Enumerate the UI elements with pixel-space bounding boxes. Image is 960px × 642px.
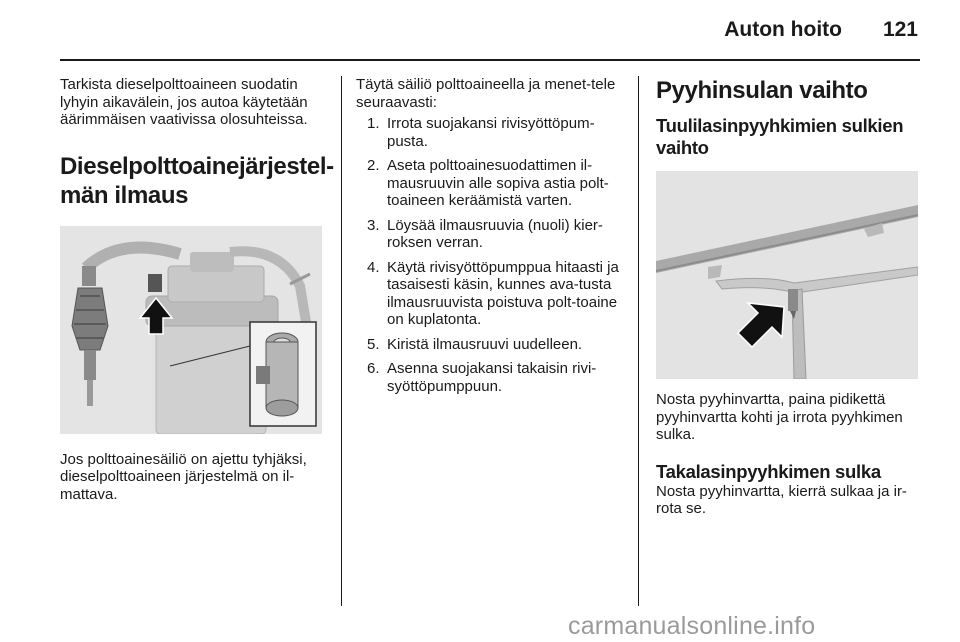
column-divider	[638, 76, 639, 606]
column-right	[656, 76, 924, 518]
intro-paragraph: Tarkista dieselpolttoaineen suodatin lyhyin aikavälein, jos autoa käytetään äärimmäisen vaativissa olosuhteissa.	[60, 76, 308, 128]
list-item: 5. Kiristä ilmausruuvi uudelleen.	[367, 335, 583, 353]
list-item: 4. Käytä rivisyöttöpumppua hitaasti ja tasaisesti käsin, kunnes ava-tusta ilmausruuvista poistuva polt-toaine on kuplatonta.	[367, 258, 619, 328]
column-left	[60, 76, 334, 503]
subsection-heading: Takalasinpyyhkimen sulka	[656, 460, 881, 482]
page-header	[60, 0, 920, 61]
list-item: 2. Aseta polttoainesuodattimen il-mausruuvin alle sopiva astia polt-toaineen keräämistä varten.	[367, 157, 609, 209]
section-heading: Pyyhinsulan vaihto	[656, 77, 868, 104]
paragraph: Nosta pyyhinvartta, kierrä sulkaa ja ir-rota se.	[656, 482, 907, 517]
wiper-blade-illustration	[656, 171, 918, 379]
header-title: Auton hoito	[724, 18, 842, 41]
figure-caption: Nosta pyyhinvartta, paina pidikettä pyyhinvartta kohti ja irrota pyyhkimen sulka.	[656, 391, 903, 443]
list-item: 6. Asenna suojakansi takaisin rivi-syöttöpumppuun.	[367, 360, 597, 395]
intro-paragraph: Täytä säiliö polttoaineella ja menet-tele seuraavasti:	[356, 76, 616, 111]
column-divider	[341, 76, 342, 606]
list-item: 1. Irrota suojakansi rivisyöttöpum-pusta.	[367, 115, 595, 150]
step-list	[356, 115, 622, 395]
watermark: carmanualsonline.info	[568, 612, 816, 640]
fuel-filter-illustration	[60, 226, 322, 434]
section-heading: Dieselpolttoainejärjestel-män ilmaus	[60, 152, 334, 209]
subsection-heading: Tuulilasinpyyhkimien sulkien vaihto	[656, 115, 904, 158]
figure-caption: Jos polttoainesäiliö on ajettu tyhjäksi, dieselpolttoaineen järjestelmä on il-mattava.	[60, 450, 307, 503]
page-number: 121	[882, 18, 918, 41]
list-item: 3. Löysää ilmausruuvia (nuoli) kier-roksen verran.	[367, 216, 603, 251]
column-middle	[356, 76, 622, 402]
